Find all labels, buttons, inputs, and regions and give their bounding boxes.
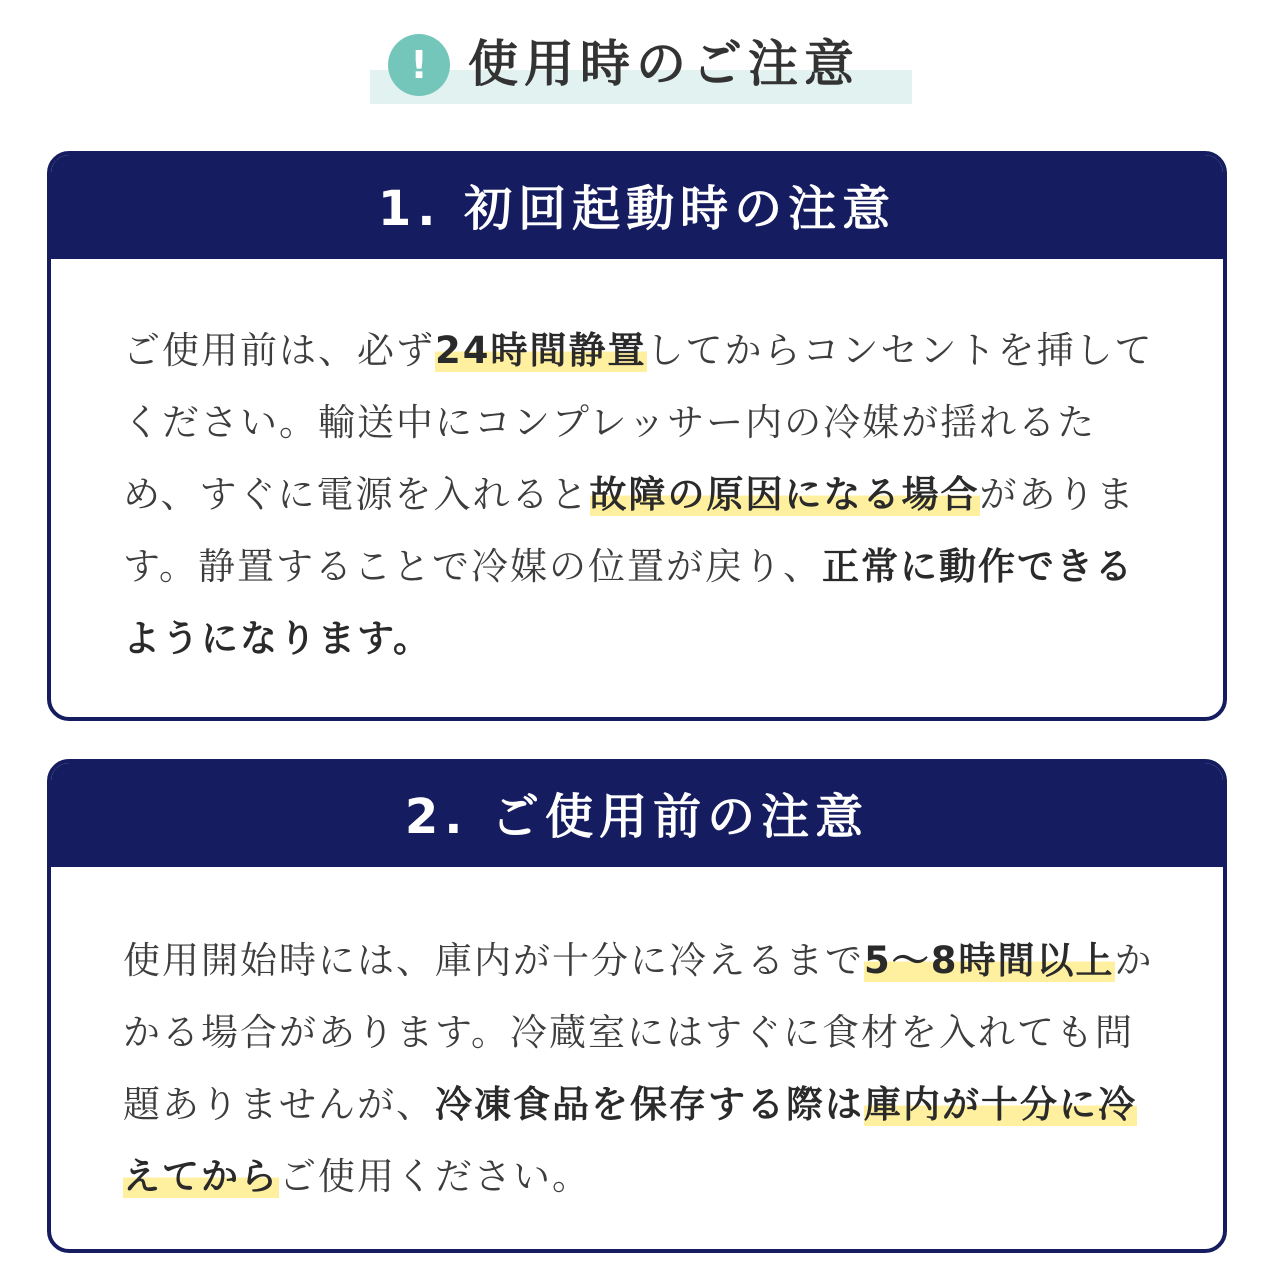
highlight-segment: 庫内が十分に冷えてから <box>123 1083 1137 1198</box>
text-segment: 使用開始時には、庫内が十分に冷えるまで <box>123 939 864 982</box>
page-header <box>0 28 1280 108</box>
card-paragraph <box>51 867 1223 1213</box>
highlight-segment: 24時間静置 <box>435 329 647 372</box>
text-segment: ご使用ください。 <box>279 1155 591 1198</box>
page-title: 使用時のご注意 <box>468 35 860 93</box>
text-segment: かかる場合があります。冷蔵室にはすぐに食材を入れても問題ありませんが、 <box>123 939 1154 1126</box>
notice-card-before-use <box>47 759 1227 1253</box>
card-heading: 1. 初回起動時の注意 <box>51 155 1223 259</box>
text-segment: があります。静置することで冷媒の位置が戻り、 <box>123 473 1136 588</box>
bold-segment: 冷凍食品を保存する際は <box>435 1083 864 1126</box>
exclamation-icon: ! <box>388 34 450 96</box>
text-segment: ご使用前は、必ず <box>123 329 435 372</box>
highlight-segment: 5〜8時間以上 <box>864 939 1115 982</box>
text-segment: してからコンセントを挿してください。輸送中にコンプレッサー内の冷媒が揺れるため、すぐに電源を入れると <box>123 329 1154 516</box>
bold-segment: 正常に動作できるようになります。 <box>123 545 1135 660</box>
card-heading: 2. ご使用前の注意 <box>51 763 1223 867</box>
card-paragraph <box>51 259 1223 675</box>
notice-card-first-startup <box>47 151 1227 721</box>
highlight-segment: 故障の原因になる場合 <box>589 473 980 516</box>
